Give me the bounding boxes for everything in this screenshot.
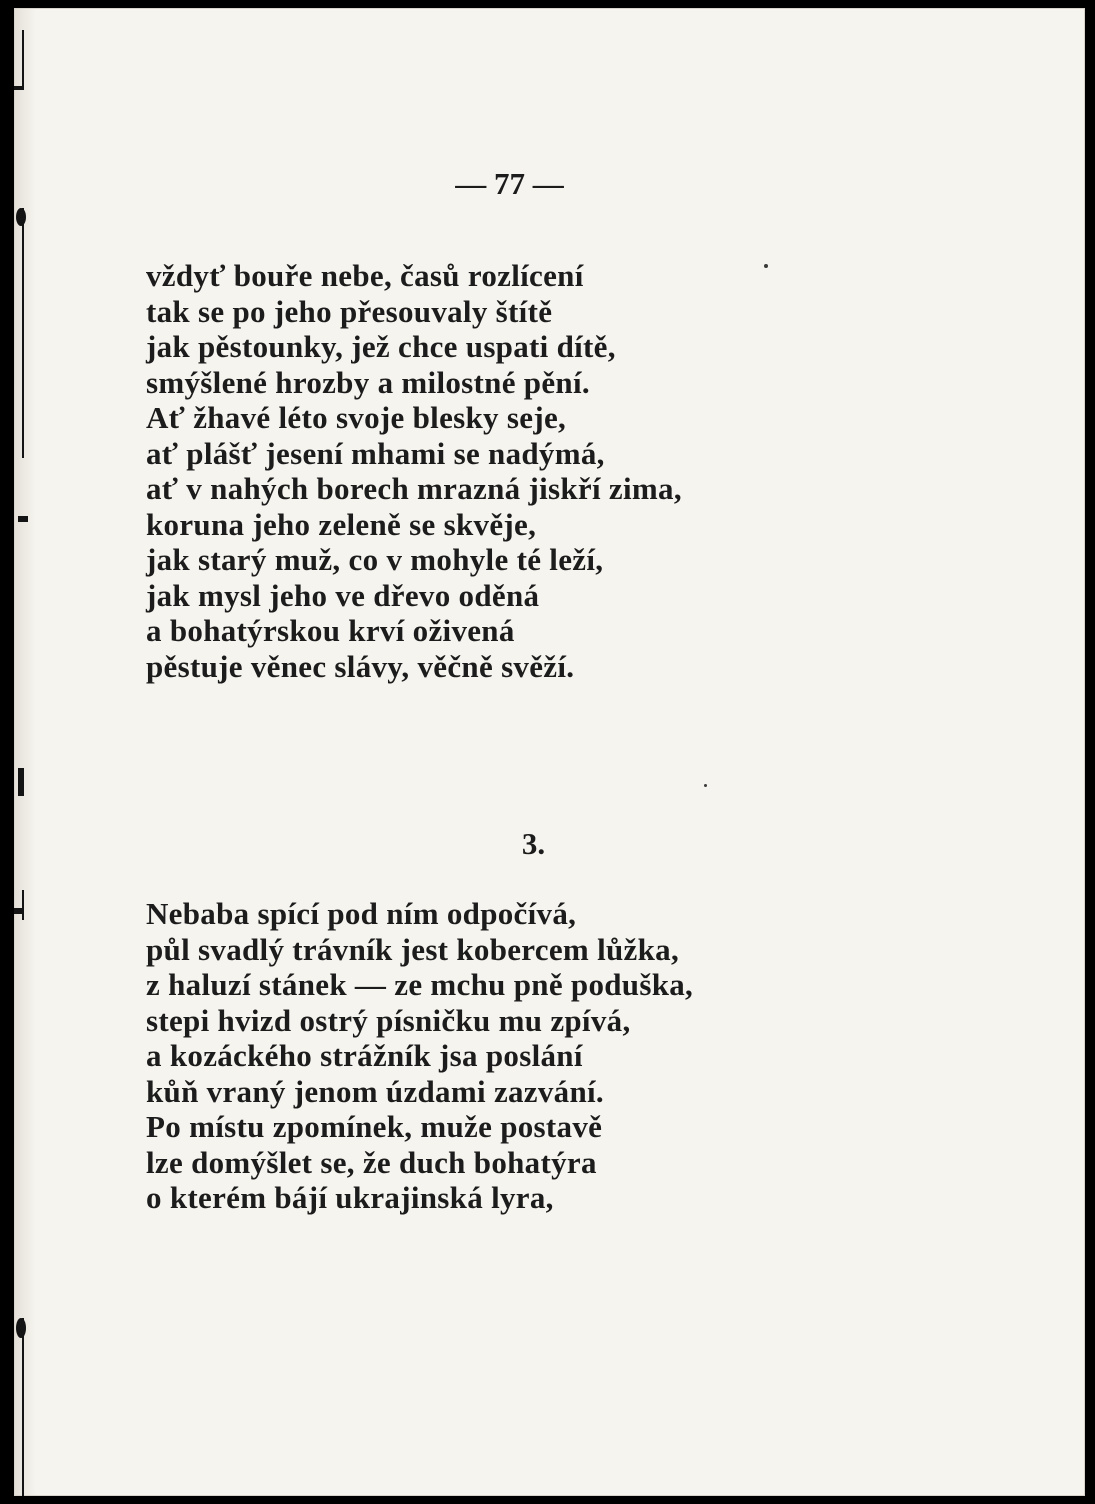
binding-mark (22, 1318, 24, 1496)
page-number-text: — 77 — (455, 166, 564, 201)
verse-line: jak starý muž, co v mohyle té leží, (146, 542, 604, 577)
page-border (14, 8, 1085, 1496)
book-page (14, 8, 1085, 1496)
verse-line: z haluzí stánek — ze mchu pně poduška, (146, 967, 694, 1002)
verse-line: Ať žhavé léto svoje blesky seje, (146, 400, 567, 435)
verse-line: smýšlené hrozby a milostné pění. (146, 364, 590, 400)
verse-line: ať plášť jesení mhami se nadýmá, (146, 435, 605, 471)
verse-line: vždyť bouře nebe, časů rozlícení (146, 258, 584, 293)
binding-mark (14, 86, 24, 90)
page-number (14, 166, 1085, 202)
verse-line: půl svadlý trávník jest kobercem lůžka, (146, 931, 679, 967)
page-binding-edge (14, 8, 36, 1496)
binding-mark (18, 516, 28, 522)
paper-speck (704, 784, 707, 787)
binding-mark (16, 208, 26, 226)
paper-speck (764, 264, 768, 268)
section-heading (14, 826, 1085, 862)
binding-mark (22, 890, 24, 920)
verse-line: lze domýšlet se, že duch bohatýra (146, 1144, 597, 1180)
verse-line: a kozáckého strážník jsa poslání (146, 1038, 583, 1073)
section-number: 3. (521, 826, 546, 861)
binding-mark (22, 208, 24, 458)
verse-line: pěstuje věnec slávy, věčně svěží. (146, 648, 575, 684)
stanza-2 (146, 896, 693, 1216)
binding-mark (18, 768, 24, 796)
verse-line: koruna jeho zeleně se skvěje, (146, 506, 537, 542)
verse-line: Nebaba spící pod ním odpočívá, (146, 896, 577, 931)
verse-line: tak se po jeho přesouvaly štítě (146, 293, 553, 329)
binding-mark (16, 1318, 26, 1338)
verse-line: Po místu zpomínek, muže postavě (146, 1109, 603, 1144)
verse-line: kůň vraný jenom úzdami zazvání. (146, 1073, 604, 1109)
verse-line: o kterém bájí ukrajinská lyra, (146, 1180, 554, 1215)
binding-mark (22, 30, 24, 90)
stanza-1 (146, 258, 682, 684)
verse-line: stepi hvizd ostrý písničku mu zpívá, (146, 1002, 631, 1038)
verse-line: ať v nahých borech mrazná jiskří zima, (146, 471, 682, 506)
verse-line: a bohatýrskou krví oživená (146, 613, 515, 648)
verse-line: jak pěstounky, jež chce uspati dítě, (146, 329, 616, 364)
verse-line: jak mysl jeho ve dřevo oděná (146, 577, 540, 613)
